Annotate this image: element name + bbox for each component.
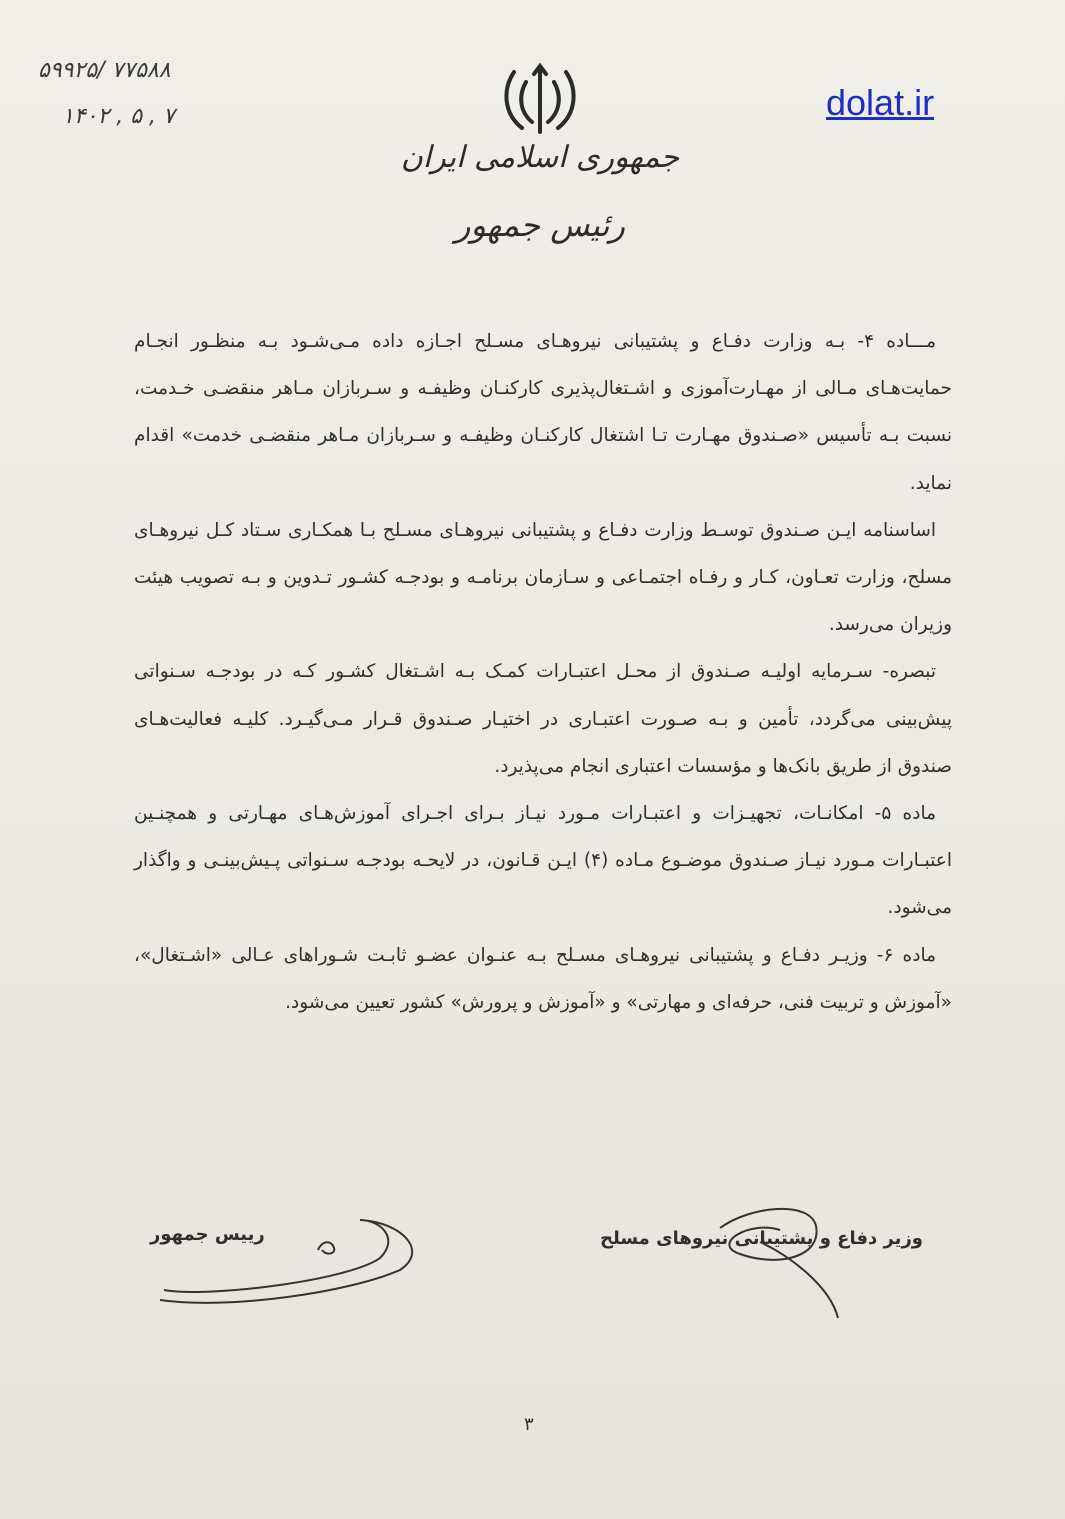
header-republic-title: جمهوری اسلامی ایران [400, 140, 680, 175]
president-title: رییس جمهور [150, 1224, 265, 1245]
article-4-paragraph: مـــاده ۴- بـه وزارت دفـاع و پشتیبانی نیروهـای مسـلح اجـازه داده مـی‌شـود بـه منظـور انجـام حمایت‌هـای مـالی از مهـارت‌آموزی و اشـتغال‌پذیری کارکنـان وظیفـه و سـربازان مـاهر منقضـی خـدمت، نسبت بـه تأسیس «صـندوق مهـارت تـا اشتغال کارکنـان وظیفـه و سـربازان مـاهر منقضـی خدمت» اقدام نماید. [134, 331, 952, 494]
defense-minister-signature [600, 1196, 850, 1326]
page-number: ۳ [524, 1414, 534, 1435]
president-signature [150, 1210, 420, 1310]
reference-date: ۱۴۰۲ , ۵ , ۷ [62, 104, 175, 129]
reference-number: ۵۹۹۲۵/ ۷۷۵۸۸ [38, 58, 171, 83]
header-president-title: رئیس جمهور [455, 206, 625, 244]
document-body [134, 318, 952, 1026]
article-6-paragraph: ماده ۶- وزیـر دفـاع و پشتیبانی نیروهـای مسـلح بـه عنـوان عضـو ثابـت شـوراهای عـالی «اشـتغال»، «آموزش و تربیت فنی، حرفه‌ای و مهارتی» و «آموزش و پرورش» کشور تعیین می‌شود. [134, 944, 952, 1013]
article-5-paragraph: ماده ۵- امکانـات، تجهیـزات و اعتبـارات مـورد نیـاز بـرای اجـرای آموزش‌هـای مهـارتی و همچنـین اعتبـارات مـورد نیـاز صـندوق موضـوع مـاده (۴) ایـن قـانون، در لایحـه بودجـه سـنواتی پـیش‌بینـی و واگذار می‌شود. [134, 803, 952, 919]
dolat-site-link[interactable]: dolat.ir [826, 82, 935, 123]
iran-emblem-icon [500, 62, 580, 138]
statute-paragraph: اساسنامه ایـن صـندوق توسـط وزارت دفـاع و پشتیبانی نیروهـای مسـلح بـا همکـاری سـتاد کـل نیروهـای مسلح، وزارت تعـاون، کـار و رفـاه اجتمـاعی و سـازمان برنامـه و بودجـه کشـور تـدوین و بـه تصویب هیئت وزیران می‌رسد. [134, 519, 952, 636]
note-paragraph: تبصره- سـرمایه اولیـه صـندوق از محـل اعتبـارات کمـک بـه اشـتغال کشـور کـه در بودجـه سـنواتی پیش‌بینی می‌گردد، تأمین و بـه صـورت اعتبـاری در اختیـار صـندوق قـرار مـی‌گیـرد. کلیـه فعالیت‌هـای صندوق از طریق بانک‌ها و مؤسسات اعتباری انجام می‌پذیرد. [134, 661, 952, 777]
defense-minister-title: وزیر دفاع و پشتیبانی نیروهای مسلح [600, 1228, 923, 1249]
